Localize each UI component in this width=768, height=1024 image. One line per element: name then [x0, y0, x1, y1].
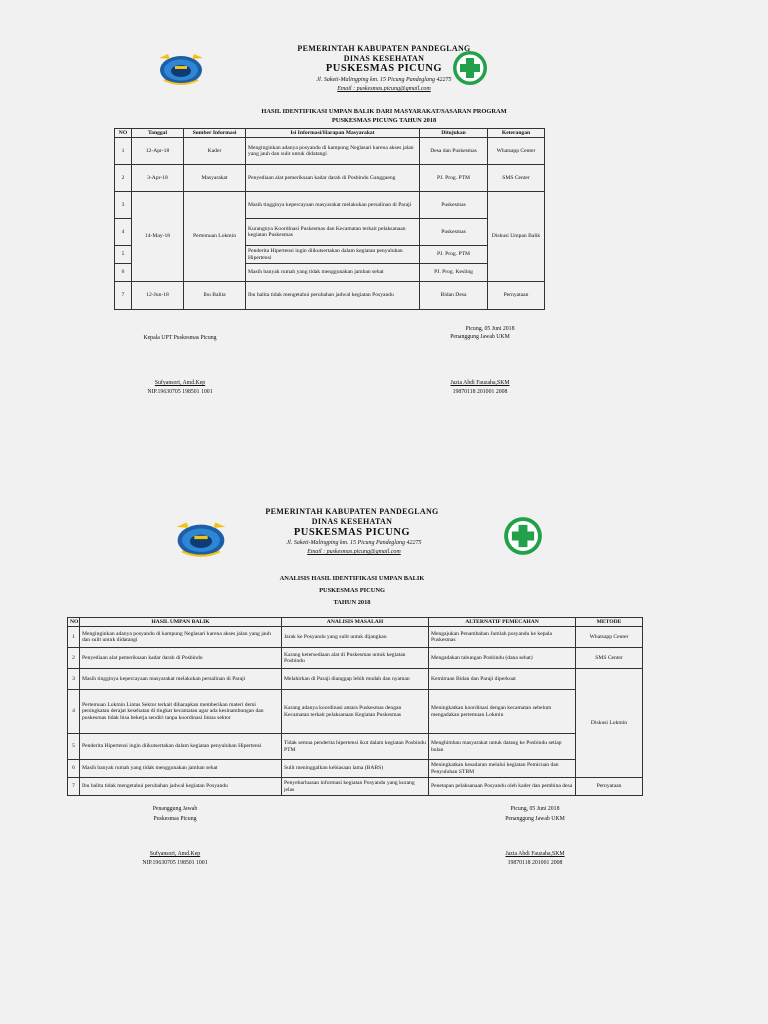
cell-alternatif: Meningkatkan koordinasi dengan kecamatan sebelum mengadakan pertemuan Lokmin — [429, 690, 576, 734]
column-header: METODE — [576, 618, 643, 627]
cell-alternatif: Mengadakan tabungan Posbindu (dana sehat) — [429, 648, 576, 669]
cell-metode: SMS Center — [576, 648, 643, 669]
cell-no: 2 — [115, 165, 132, 192]
letterhead — [0, 0, 768, 100]
signature-right-nip: 19870118 201001 2008 — [452, 389, 508, 395]
column-header: ALTERNATIF PEMECAHAN — [429, 618, 576, 627]
report-title-1: HASIL IDENTIFIKASI UMPAN BALIK DARI MASYARAKAT/SASARAN PROGRAM — [261, 108, 507, 115]
cell-sumber: Ibu Balita — [184, 282, 246, 310]
cell-no: 3 — [115, 192, 132, 219]
cell-no: 7 — [115, 282, 132, 310]
cell-tanggal: 3-Apr-18 — [132, 165, 184, 192]
cell-tanggal: 12-Apr-18 — [132, 138, 184, 165]
cell-no: 7 — [68, 778, 80, 796]
cell-no: 5 — [68, 734, 80, 760]
signature-place-date: Picung, 05 Juni 2018 — [465, 326, 515, 332]
cell-hasil: Ibu balita tidak mengetahui perubahan jadwal kegiatan Posyandu — [80, 778, 282, 796]
cell-sumber: Masyarakat — [184, 165, 246, 192]
letterhead-address: Jl. Saketi-Malingping km. 15 Picung Pandeglang 42275 — [316, 77, 452, 83]
cell-hasil: Menginginkan adanya posyandu di kampung Neglasari karena akses jalan yang jauh dan sulit untuk didatangi — [80, 627, 282, 648]
table-row — [68, 669, 643, 690]
letterhead-email: Email : puskesmas.picung@gmail.com — [307, 549, 401, 555]
cell-hasil: Penyediaan alat pemeriksaan kadar darah di Posbindu — [80, 648, 282, 669]
letterhead-email: Email : puskesmas.picung@gmail.com — [337, 86, 431, 92]
signature-left-nip: NIP.19630705 198501 1001 — [142, 860, 208, 866]
letterhead-line-3: PUSKESMAS PICUNG — [325, 63, 443, 74]
signature-left-name: Sufyansori, Amd.Kep — [149, 851, 201, 857]
health-cross-icon — [503, 516, 543, 556]
cell-analisis: Melahirkan di Paraji dianggap lebih mudah dan nyaman — [282, 669, 429, 690]
letterhead — [0, 430, 768, 570]
cell-ditujukan: Bidan Desa — [420, 282, 488, 310]
table-row — [115, 165, 545, 192]
signature-left-nip: NIP.19630705 198501 1001 — [147, 389, 213, 395]
table-header-row — [115, 129, 545, 138]
cell-isi: Kurangnya Koordinasi Puskesmas dan Kecamatan terkait pelaksanaan kegiatan Puskesmas — [246, 219, 420, 246]
cell-hasil: Masih tingginya kepercayaan masyarakat melakukan persalinan di Paraji — [80, 669, 282, 690]
cell-isi: Masih tingginya kepercayaan masyarakat melakukan persalinan di Paraji — [246, 192, 420, 219]
table-header-row — [68, 618, 643, 627]
letterhead-line-2: DINAS KESEHATAN — [343, 54, 425, 63]
cell-isi: Ibu balita tidak mengetahui perubahan jadwal kegiatan Posyandu — [246, 282, 420, 310]
column-header: Tanggal — [132, 129, 184, 138]
analysis-title-1: ANALISIS HASIL IDENTIFIKASI UMPAN BALIK — [279, 575, 425, 582]
cell-no: 2 — [68, 648, 80, 669]
signature-left-role: Penanggung Jawab — [152, 806, 198, 812]
signature-place-date: Picung, 05 Juni 2018 — [510, 806, 560, 812]
column-header: HASIL UMPAN BALIK — [80, 618, 282, 627]
letterhead-line-2: DINAS KESEHATAN — [311, 517, 393, 526]
table-row — [115, 192, 545, 219]
signature-right-role: Penanggung Jawab UKM — [505, 816, 565, 822]
analysis-table — [67, 617, 643, 796]
cell-no: 3 — [68, 669, 80, 690]
document-page-1 — [0, 0, 768, 430]
table-row — [68, 648, 643, 669]
cell-tanggal: 12-Jun-18 — [132, 282, 184, 310]
cell-no: 4 — [68, 690, 80, 734]
cell-no: 6 — [68, 760, 80, 778]
health-cross-icon — [452, 50, 488, 86]
cell-ditujukan: PJ. Prog. PTM — [420, 165, 488, 192]
letterhead-line-3: PUSKESMAS PICUNG — [293, 527, 411, 538]
cell-sumber-merged: Pertemuan Lokmin — [184, 192, 246, 282]
table-row — [68, 734, 643, 760]
cell-isi: Menginginkan adanya posyandu di kampung Neglasari karena akses jalan yang jauh dan sulit untuk didatangi — [246, 138, 420, 165]
column-header: Isi Informasi/Harapan Masyarakat — [246, 129, 420, 138]
cell-ditujukan: PJ. Prog. PTM — [420, 246, 488, 264]
column-header: Ditujukan — [420, 129, 488, 138]
table-row — [115, 282, 545, 310]
letterhead-address: Jl. Saketi-Malingping km. 15 Picung Pandeglang 42275 — [286, 540, 422, 546]
signature-right-name: Jazia Abdi Fauzaha,SKM — [505, 851, 565, 857]
cell-sumber: Kader — [184, 138, 246, 165]
column-header: ANALISIS MASALAH — [282, 618, 429, 627]
table-row — [68, 778, 643, 796]
cell-analisis: Karang ketersediaan alat di Puskesmas untuk kegiatan Posbindu — [282, 648, 429, 669]
cell-analisis: Tidak semua penderita hipertensi ikut dalam kegiatan Posbindu PTM — [282, 734, 429, 760]
cell-no: 4 — [115, 219, 132, 246]
letterhead-line-1: PEMERINTAH KABUPATEN PANDEGLANG — [297, 44, 471, 53]
signature-left-role: Kepala UPT Puskesmas Picung — [143, 335, 217, 341]
analysis-title-3: TAHUN 2018 — [333, 599, 371, 606]
cell-hasil: Pertemuan Lokmin Lintas Sektor terkait diharapkan memberikan materi demi peningkatan derajat kesehatan di tingkat kecamatan agar ada kesinambungan dan puskesmas tidak bisa bekerja sendiri tanpa koordinasi lintas sektor — [80, 690, 282, 734]
cell-alternatif: Penetapan pelaksanaan Posyandu oleh kader dan pembina desa — [429, 778, 576, 796]
cell-keterangan-merged: Diskusi Umpan Balik — [488, 192, 545, 282]
table-row — [68, 627, 643, 648]
analysis-title-2: PUSKESMAS PICUNG — [319, 587, 385, 594]
cell-isi: Penderita Hipertensi ingin diikutsertakan dalam kegiatan penyuluhan Hipertensi — [246, 246, 420, 264]
column-header: Sumber Informasi — [184, 129, 246, 138]
cell-analisis: Penyebarluasan informasi kegiatan Posyandu yang kurang jelas — [282, 778, 429, 796]
table-row — [68, 760, 643, 778]
signature-left-name: Sufyansori, Amd.Kep — [154, 380, 206, 386]
cell-metode-merged: Diskusi Lokmin — [576, 669, 643, 778]
cell-tanggal-merged: 14-May-18 — [132, 192, 184, 282]
signature-right-name: Jazia Abdi Fauzaha,SKM — [450, 380, 510, 386]
cell-hasil: Masih banyak rumah yang tidak menggunakan jamban sehat — [80, 760, 282, 778]
report-title-2: PUSKESMAS PICUNG TAHUN 2018 — [331, 117, 437, 124]
cell-ditujukan: Puskesmas — [420, 219, 488, 246]
cell-analisis: Sulit meninggalkan kebiasaan lama (BABS) — [282, 760, 429, 778]
cell-isi: Masih banyak rumah yang tidak menggunakan jamban sehat — [246, 264, 420, 282]
cell-keterangan: Pernyataan — [488, 282, 545, 310]
cell-no: 1 — [68, 627, 80, 648]
cell-metode: Pernyataan — [576, 778, 643, 796]
signature-left-role: Puskesmas Picung — [153, 816, 197, 822]
column-header: NO — [115, 129, 132, 138]
feedback-table — [114, 128, 545, 310]
document-page-2 — [0, 430, 768, 1024]
cell-metode: Whatsapp Center — [576, 627, 643, 648]
cell-ditujukan: Desa dan Puskesmas — [420, 138, 488, 165]
cell-no: 6 — [115, 264, 132, 282]
cell-hasil: Penderita Hipertensi ingin diikutsertakan dalam kegiatan penyuluhan Hipertensi — [80, 734, 282, 760]
cell-ditujukan: PJ. Prog. Kesling — [420, 264, 488, 282]
column-header: NO — [68, 618, 80, 627]
cell-no: 1 — [115, 138, 132, 165]
cell-alternatif: Menghimbau masyarakat untuk datang ke Posbindu setiap bulan — [429, 734, 576, 760]
cell-isi: Penyediaan alat pemeriksaan kadar darah di Posbindu Ganggaeng — [246, 165, 420, 192]
table-row — [68, 690, 643, 734]
signature-right-nip: 19870118 201001 2008 — [507, 860, 563, 866]
cell-keterangan: SMS Center — [488, 165, 545, 192]
cell-keterangan: Whatsapp Center — [488, 138, 545, 165]
cell-alternatif: Meningkatkan kesadaran melalui kegiatan Pemicuan dan Penyuluhan STBM — [429, 760, 576, 778]
cell-no: 5 — [115, 246, 132, 264]
column-header: Keterangan — [488, 129, 545, 138]
cell-analisis: Jarak ke Posyandu yang sulit untuk dijangkau — [282, 627, 429, 648]
table-row — [115, 138, 545, 165]
cell-ditujukan: Puskesmas — [420, 192, 488, 219]
letterhead-line-1: PEMERINTAH KABUPATEN PANDEGLANG — [265, 507, 439, 516]
cell-alternatif: Mengajukan Penambahan Jumlah posyandu ke kepala Puskesmas — [429, 627, 576, 648]
signature-right-role: Penanggung Jawab UKM — [450, 334, 510, 340]
cell-alternatif: Kemitraan Bidan dan Paraji diperkuat — [429, 669, 576, 690]
cell-analisis: Karang adanya koordinasi antara Puskesmas dengan Kecamatan terkait pelaksanaan Kegiatan Puskesmas — [282, 690, 429, 734]
